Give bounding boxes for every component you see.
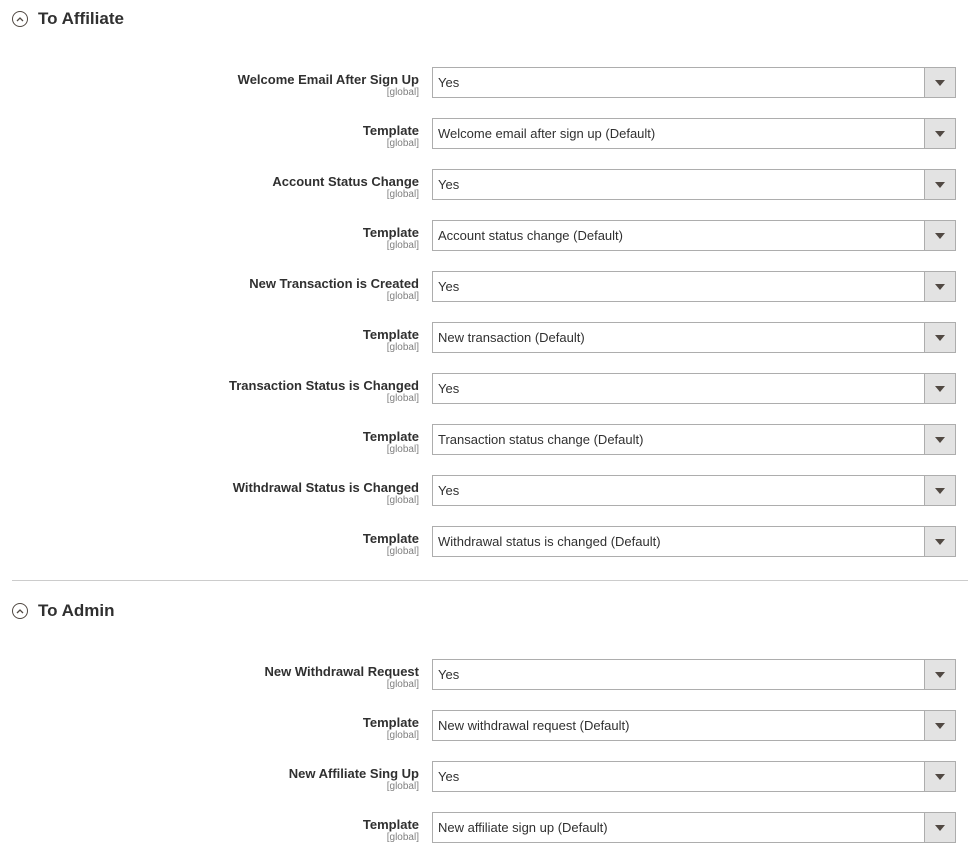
field-label: New Affiliate Sing Up: [288, 766, 419, 781]
field-label: Template: [362, 225, 419, 240]
transaction-status-select[interactable]: [432, 373, 956, 404]
scope-label: [global]: [386, 832, 419, 843]
select-value: Transaction status change (Default): [438, 432, 644, 447]
new-transaction-select[interactable]: [432, 271, 956, 302]
account-status-change-select[interactable]: [432, 169, 956, 200]
dropdown-arrow-icon[interactable]: [924, 170, 955, 199]
withdrawal-status-select[interactable]: [432, 475, 956, 506]
new-withdrawal-template-select[interactable]: [432, 710, 956, 741]
dropdown-arrow-icon[interactable]: [924, 476, 955, 505]
dropdown-arrow-icon[interactable]: [924, 272, 955, 301]
field-label: Template: [362, 817, 419, 832]
config-row: [0, 526, 968, 557]
select-value: New withdrawal request (Default): [438, 718, 630, 733]
section-divider: [12, 580, 968, 581]
dropdown-arrow-icon[interactable]: [924, 221, 955, 250]
account-status-template-select[interactable]: [432, 220, 956, 251]
select-value: Yes: [438, 483, 460, 498]
new-affiliate-template-select[interactable]: [432, 812, 956, 843]
select-value: Welcome email after sign up (Default): [438, 126, 656, 141]
transaction-status-template-select[interactable]: [432, 424, 956, 455]
scope-label: [global]: [386, 495, 419, 506]
dropdown-arrow-icon[interactable]: [924, 68, 955, 97]
dropdown-arrow-icon[interactable]: [924, 660, 955, 689]
welcome-email-template-select[interactable]: [432, 118, 956, 149]
scope-label: [global]: [386, 87, 419, 98]
scope-label: [global]: [386, 189, 419, 200]
section-header-to-affiliate[interactable]: [12, 9, 124, 29]
scope-label: [global]: [386, 291, 419, 302]
select-value: Yes: [438, 381, 460, 396]
config-row: [0, 710, 968, 741]
new-affiliate-signup-select[interactable]: [432, 761, 956, 792]
dropdown-arrow-icon[interactable]: [924, 119, 955, 148]
dropdown-arrow-icon[interactable]: [924, 813, 955, 842]
field-label: Welcome Email After Sign Up: [237, 72, 419, 87]
scope-label: [global]: [386, 444, 419, 455]
chevron-up-circle-icon[interactable]: [12, 11, 28, 27]
field-label: New Transaction is Created: [249, 276, 419, 291]
scope-label: [global]: [386, 240, 419, 251]
section-header-to-admin[interactable]: [12, 601, 114, 621]
scope-label: [global]: [386, 546, 419, 557]
field-label: New Withdrawal Request: [264, 664, 419, 679]
config-row: [0, 373, 968, 404]
select-value: Yes: [438, 769, 460, 784]
config-row: [0, 169, 968, 200]
select-value: Yes: [438, 279, 460, 294]
new-transaction-template-select[interactable]: [432, 322, 956, 353]
field-label: Transaction Status is Changed: [229, 378, 419, 393]
config-row: [0, 761, 968, 792]
config-row: [0, 322, 968, 353]
field-label: Withdrawal Status is Changed: [232, 480, 419, 495]
config-row: [0, 475, 968, 506]
section-title: To Affiliate: [38, 9, 124, 28]
dropdown-arrow-icon[interactable]: [924, 527, 955, 556]
config-row: [0, 271, 968, 302]
config-row: [0, 220, 968, 251]
select-value: New transaction (Default): [438, 330, 585, 345]
field-label: Template: [362, 327, 419, 342]
select-value: Account status change (Default): [438, 228, 623, 243]
section-title: To Admin: [38, 601, 115, 620]
select-value: New affiliate sign up (Default): [438, 820, 608, 835]
scope-label: [global]: [386, 781, 419, 792]
withdrawal-status-template-select[interactable]: [432, 526, 956, 557]
dropdown-arrow-icon[interactable]: [924, 711, 955, 740]
dropdown-arrow-icon[interactable]: [924, 374, 955, 403]
field-label: Template: [362, 429, 419, 444]
field-label: Template: [362, 715, 419, 730]
scope-label: [global]: [386, 679, 419, 690]
select-value: Yes: [438, 177, 460, 192]
select-value: Withdrawal status is changed (Default): [438, 534, 661, 549]
select-value: Yes: [438, 667, 460, 682]
scope-label: [global]: [386, 393, 419, 404]
config-row: [0, 812, 968, 843]
scope-label: [global]: [386, 342, 419, 353]
config-row: [0, 118, 968, 149]
field-label: Template: [362, 123, 419, 138]
scope-label: [global]: [386, 138, 419, 149]
new-withdrawal-request-select[interactable]: [432, 659, 956, 690]
dropdown-arrow-icon[interactable]: [924, 425, 955, 454]
select-value: Yes: [438, 75, 460, 90]
welcome-email-select[interactable]: [432, 67, 956, 98]
dropdown-arrow-icon[interactable]: [924, 323, 955, 352]
chevron-up-circle-icon[interactable]: [12, 603, 28, 619]
dropdown-arrow-icon[interactable]: [924, 762, 955, 791]
config-row: [0, 424, 968, 455]
field-label: Account Status Change: [272, 174, 419, 189]
scope-label: [global]: [386, 730, 419, 741]
config-row: [0, 659, 968, 690]
field-label: Template: [362, 531, 419, 546]
config-row: [0, 67, 968, 98]
